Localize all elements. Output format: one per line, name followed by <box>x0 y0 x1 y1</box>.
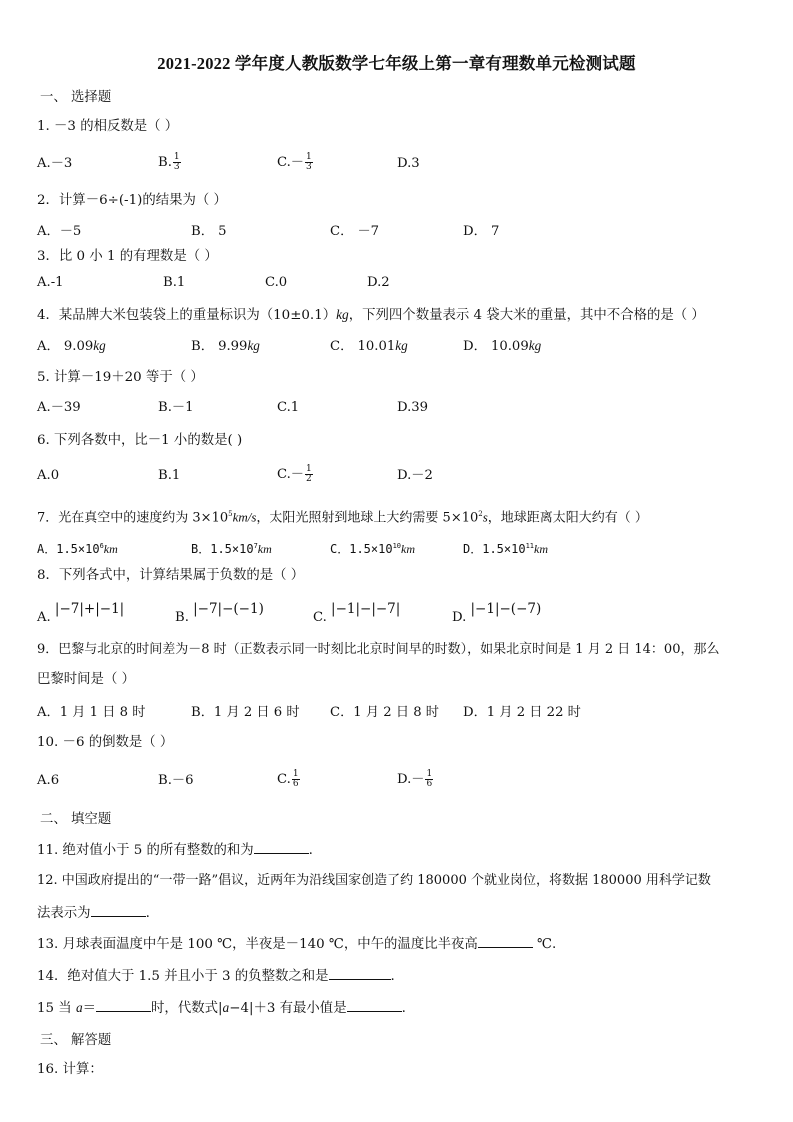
q4-option-a: A． 9.09kg <box>37 338 106 354</box>
q9-option-d: D．1 月 2 日 22 时 <box>463 705 581 720</box>
q2-option-b: B． 5 <box>191 224 227 239</box>
section-heading-solution: 三、 解答题 <box>40 1033 112 1048</box>
q1-option-d: D.3 <box>397 156 420 171</box>
q9-option-c: C．1 月 2 日 8 时 <box>330 705 439 720</box>
q2-option-d: D． 7 <box>463 224 500 239</box>
q5-option-b: B.－1 <box>158 400 194 415</box>
question-12-line-2: 法表示为 . <box>37 903 150 923</box>
question-13: 13. 月球表面温度中午是 100 ℃，半夜是－140 ℃，中午的温度比半夜高 ℃. <box>37 934 556 954</box>
q9-option-b: B．1 月 2 日 6 时 <box>191 705 300 720</box>
answer-blank[interactable] <box>254 840 309 854</box>
q2-option-c: C． －7 <box>330 224 380 239</box>
q8-option-c: C. |−1|−|−7| <box>313 601 401 625</box>
answer-blank[interactable] <box>96 998 151 1012</box>
answer-blank[interactable] <box>478 934 533 948</box>
question-11: 11. 绝对值小于 5 的所有整数的和为 . <box>37 840 313 860</box>
q8-option-d: D. |−1|−(−7) <box>452 601 542 625</box>
answer-blank[interactable] <box>329 966 391 980</box>
question-8-stem: 8．下列各式中，计算结果属于负数的是（ ） <box>37 568 305 583</box>
q8-option-b: B. |−7|−(−1) <box>175 601 264 625</box>
q6-option-a: A.0 <box>37 468 60 483</box>
q1-option-b: B. $\frac{1}{3}$ <box>158 152 180 172</box>
q4-option-c: C． 10.01kg <box>330 338 408 354</box>
q5-option-a: A.－39 <box>37 400 81 415</box>
question-15: 15 当 a＝ 时，代数式|a−4|＋3 有最小值是 . <box>37 1000 406 1016</box>
q5-option-d: D.39 <box>397 400 429 415</box>
question-6-stem: 6. 下列各数中，比－1 小的数是( ) <box>37 433 243 448</box>
question-10-stem: 10. －6 的倒数是（ ） <box>37 735 174 750</box>
question-14: 14．绝对值大于 1.5 并且小于 3 的负整数之和是 . <box>37 966 395 986</box>
q7-option-a: A．$1.5\times 10^6km$ <box>37 542 118 556</box>
q10-option-d: D.－ $\frac{1}{6}$ <box>397 769 433 789</box>
question-2-stem: 2．计算－6÷(-1)的结果为（ ） <box>37 193 227 208</box>
question-16-stem: 16. 计算： <box>37 1062 103 1077</box>
q3-option-d: D.2 <box>367 275 390 290</box>
q6-option-d: D.－2 <box>397 468 433 483</box>
question-12-line-1: 12. 中国政府提出的“一带一路”倡议，近两年为沿线国家创造了约 180000 个就业岗位，将数据 180000 用科学记数 <box>37 873 711 888</box>
question-4-stem: 4．某品牌大米包装袋上的重量标识为（10±0.1）kg，下列四个数量表示 4 袋大米的重量，其中不合格的是（ ） <box>37 307 705 323</box>
q10-option-b: B.－6 <box>158 773 194 788</box>
section-heading-fill-in: 二、 填空题 <box>40 812 112 827</box>
q10-option-a: A.6 <box>37 773 60 788</box>
q6-option-c: C.－ $\frac{1}{2}$ <box>277 464 312 484</box>
page-title: 2021-2022 学年度人教版数学七年级上第一章有理数单元检测试题 <box>157 54 636 73</box>
q3-option-a: A.-1 <box>37 275 64 290</box>
q10-option-c: C. $\frac{1}{6}$ <box>277 769 299 789</box>
q5-option-c: C.1 <box>277 400 300 415</box>
q4-option-d: D． 10.09kg <box>463 338 542 354</box>
q9-option-a: A．1 月 1 日 8 时 <box>37 705 146 720</box>
question-3-stem: 3．比 0 小 1 的有理数是（ ） <box>37 249 218 264</box>
q7-option-b: B．$1.5\times 10^7km$ <box>191 542 272 556</box>
q2-option-a: A．－5 <box>37 224 82 239</box>
question-9-stem-line-1: 9．巴黎与北京的时间差为－8 时（正数表示同一时刻比北京时间早的时数），如果北京时间是 1 月 2 日 14：00，那么 <box>37 642 720 657</box>
q3-option-c: C.0 <box>265 275 288 290</box>
q3-option-b: B.1 <box>163 275 186 290</box>
question-1-stem: 1. －3 的相反数是（ ） <box>37 119 179 134</box>
q1-option-c: C.－ $\frac{1}{3}$ <box>277 152 312 172</box>
q6-option-b: B.1 <box>158 468 181 483</box>
q4-option-b: B． 9.99kg <box>191 338 260 354</box>
section-heading-choice: 一、 选择题 <box>40 90 112 105</box>
answer-blank[interactable] <box>91 903 146 917</box>
question-7-stem: 7．光在真空中的速度约为 $3\times 10^5km/s$，太阳光照射到地球上大约需要 $5\times 10^2s$，地球距离太阳大约有（ ） <box>37 509 648 526</box>
q1-option-a: A.－3 <box>37 156 73 171</box>
q7-option-c: C．$1.5\times 10^{10}km$ <box>330 542 416 556</box>
q7-option-d: D．$1.5\times 10^{11}km$ <box>463 542 549 556</box>
question-9-stem-line-2: 巴黎时间是（ ） <box>37 672 135 687</box>
question-5-stem: 5. 计算－19＋20 等于（ ） <box>37 370 204 385</box>
q8-option-a: A. |−7|+|−1| <box>37 601 125 625</box>
answer-blank[interactable] <box>347 998 402 1012</box>
